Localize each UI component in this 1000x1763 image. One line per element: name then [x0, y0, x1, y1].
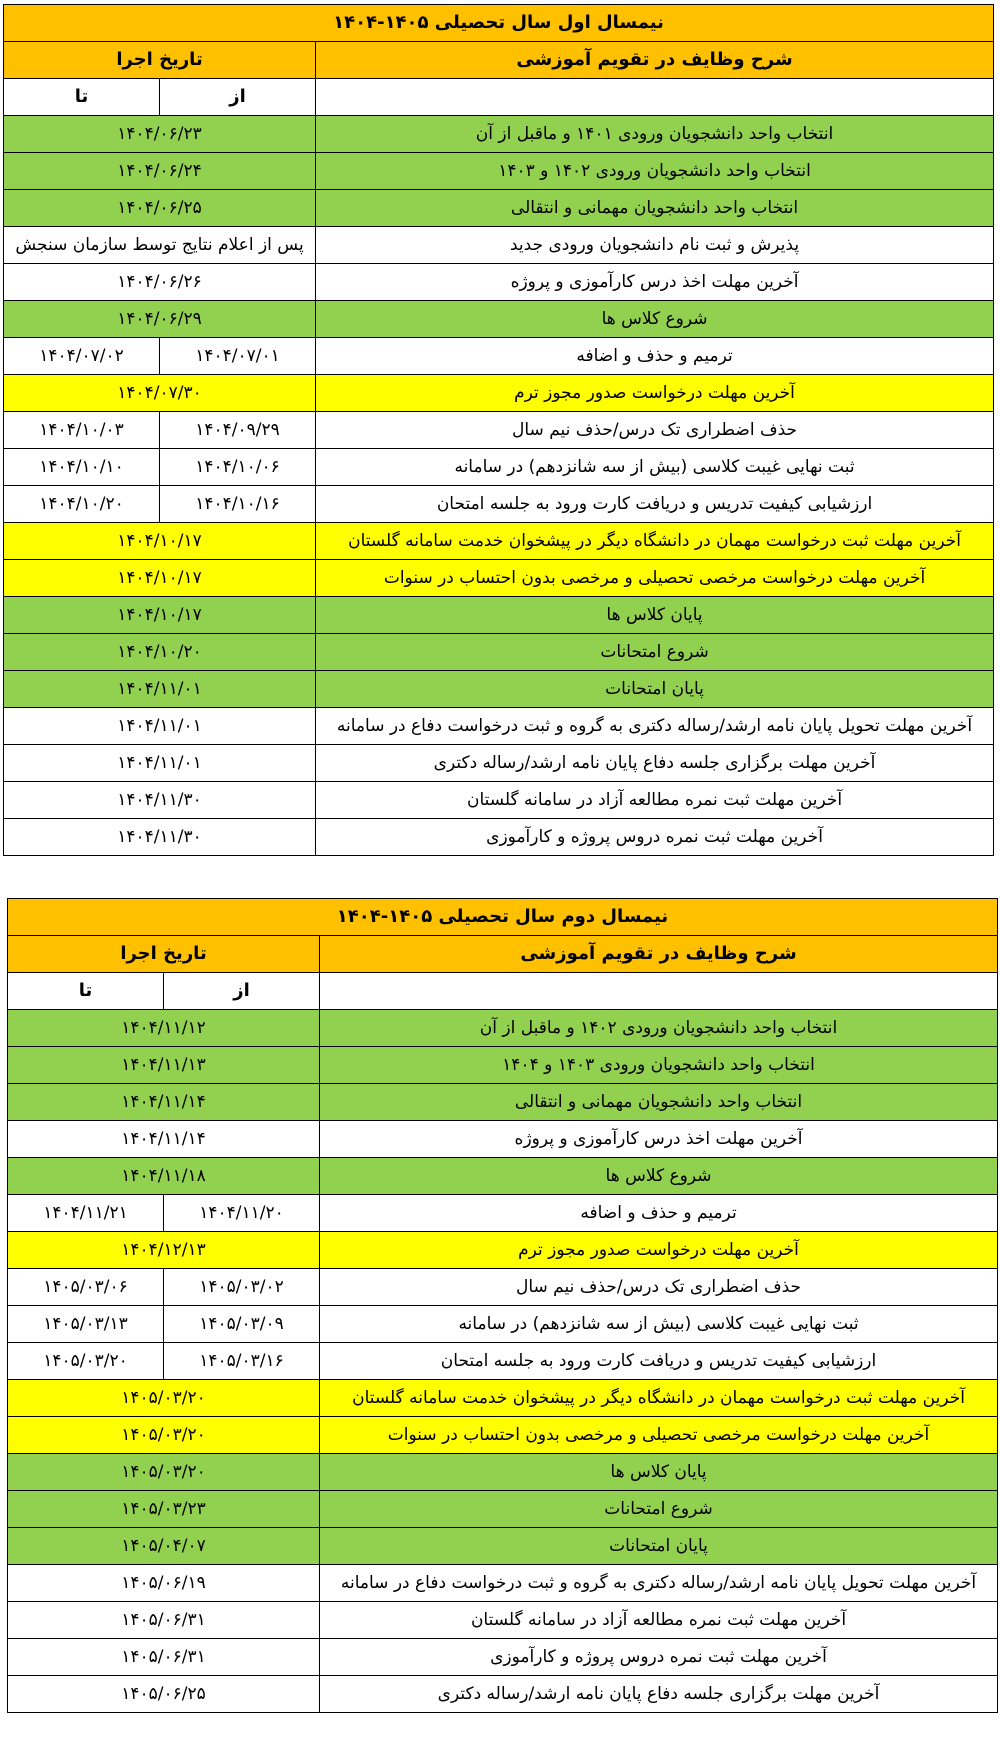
semester1-empty-header: [316, 79, 994, 116]
table-row: [8, 1158, 998, 1195]
task-description: ارزشیابی کیفیت تدریس و دریافت کارت ورود به جلسه امتحان: [320, 1343, 998, 1380]
table-row: [4, 560, 994, 597]
semester1-from-header: از: [160, 79, 316, 116]
semester2-from-header: از: [164, 973, 320, 1010]
table-row: [4, 671, 994, 708]
execution-date: ۱۴۰۴/۱۱/۱۳: [8, 1047, 320, 1084]
date-from: ۱۴۰۴/۱۰/۰۶: [160, 449, 316, 486]
task-description: انتخاب واحد دانشجویان ورودی ۱۴۰۳ و ۱۴۰۴: [320, 1047, 998, 1084]
table-row: [8, 1121, 998, 1158]
task-description: آخرین مهلت درخواست صدور مجوز ترم: [320, 1232, 998, 1269]
task-description: ثبت نهایی غیبت کلاسی (بیش از سه شانزدهم) در سامانه: [316, 449, 994, 486]
task-description: پایان کلاس ها: [316, 597, 994, 634]
table-row: [8, 1047, 998, 1084]
table-row: [8, 1010, 998, 1047]
table-row: [4, 708, 994, 745]
execution-date: ۱۴۰۵/۰۳/۲۰: [8, 1380, 320, 1417]
task-description: آخرین مهلت تحویل پایان نامه ارشد/رساله دکتری به گروه و ثبت درخواست دفاع در سامانه: [316, 708, 994, 745]
table-row: [4, 264, 994, 301]
table-row: [8, 1417, 998, 1454]
table-row: [4, 301, 994, 338]
task-description: حذف اضطراری تک درس/حذف نیم سال: [316, 412, 994, 449]
execution-date: ۱۴۰۵/۰۶/۲۵: [8, 1676, 320, 1713]
date-to: ۱۴۰۵/۰۳/۱۳: [8, 1306, 164, 1343]
execution-date: ۱۴۰۵/۰۳/۲۰: [8, 1454, 320, 1491]
execution-date: ۱۴۰۴/۰۶/۲۶: [4, 264, 316, 301]
execution-date: ۱۴۰۴/۱۱/۱۴: [8, 1084, 320, 1121]
execution-date: پس از اعلام نتایج توسط سازمان سنجش: [4, 227, 316, 264]
date-from: ۱۴۰۴/۱۰/۱۶: [160, 486, 316, 523]
execution-date: ۱۴۰۴/۱۱/۰۱: [4, 708, 316, 745]
execution-date: ۱۴۰۴/۰۷/۳۰: [4, 375, 316, 412]
table-row: [4, 819, 994, 856]
task-description: آخرین مهلت اخذ درس کارآموزی و پروژه: [316, 264, 994, 301]
execution-date: ۱۴۰۴/۰۶/۲۵: [4, 190, 316, 227]
table-row: [8, 1491, 998, 1528]
task-description: انتخاب واحد دانشجویان ورودی ۱۴۰۲ و ۱۴۰۳: [316, 153, 994, 190]
semester2-title: نیمسال دوم سال تحصیلی ۱۴۰۵-۱۴۰۴: [8, 899, 998, 936]
table-row: [4, 116, 994, 153]
task-description: آخرین مهلت ثبت درخواست مهمان در دانشگاه دیگر در پیشخوان خدمت سامانه گلستان: [320, 1380, 998, 1417]
execution-date: ۱۴۰۴/۱۱/۱۸: [8, 1158, 320, 1195]
execution-date: ۱۴۰۴/۱۰/۲۰: [4, 634, 316, 671]
table-row: [8, 1306, 998, 1343]
task-description: آخرین مهلت تحویل پایان نامه ارشد/رساله دکتری به گروه و ثبت درخواست دفاع در سامانه: [320, 1565, 998, 1602]
date-to: ۱۴۰۴/۱۰/۱۰: [4, 449, 160, 486]
execution-date: ۱۴۰۴/۱۲/۱۳: [8, 1232, 320, 1269]
table-row: [4, 597, 994, 634]
task-description: آخرین مهلت درخواست صدور مجوز ترم: [316, 375, 994, 412]
table-row: [4, 412, 994, 449]
table-row: [8, 1639, 998, 1676]
task-description: آخرین مهلت درخواست مرخصی تحصیلی و مرخصی بدون احتساب در سنوات: [320, 1417, 998, 1454]
task-description: ترمیم و حذف و اضافه: [320, 1195, 998, 1232]
table-row: [8, 1195, 998, 1232]
table-row: [8, 1602, 998, 1639]
execution-date: ۱۴۰۴/۰۶/۲۹: [4, 301, 316, 338]
task-description: انتخاب واحد دانشجویان ورودی ۱۴۰۲ و ماقبل از آن: [320, 1010, 998, 1047]
task-description: آخرین مهلت ثبت نمره دروس پروژه و کارآموزی: [316, 819, 994, 856]
execution-date: ۱۴۰۴/۱۱/۳۰: [4, 782, 316, 819]
execution-date: ۱۴۰۴/۰۶/۲۳: [4, 116, 316, 153]
task-description: پایان امتحانات: [320, 1528, 998, 1565]
task-description: شروع کلاس ها: [316, 301, 994, 338]
task-description: انتخاب واحد دانشجویان مهمانی و انتقالی: [316, 190, 994, 227]
task-description: آخرین مهلت ثبت نمره دروس پروژه و کارآموزی: [320, 1639, 998, 1676]
task-description: شروع کلاس ها: [320, 1158, 998, 1195]
semester2-to-header: تا: [8, 973, 164, 1010]
execution-date: ۱۴۰۴/۱۱/۰۱: [4, 671, 316, 708]
execution-date: ۱۴۰۵/۰۳/۲۳: [8, 1491, 320, 1528]
execution-date: ۱۴۰۴/۱۰/۱۷: [4, 560, 316, 597]
semester1-desc-header: شرح وظایف در تقویم آموزشی: [316, 42, 994, 79]
task-description: شروع امتحانات: [316, 634, 994, 671]
task-description: پایان امتحانات: [316, 671, 994, 708]
table-row: [4, 449, 994, 486]
semester1-to-header: تا: [4, 79, 160, 116]
semester2-desc-header: شرح وظایف در تقویم آموزشی: [320, 936, 998, 973]
table-row: [4, 486, 994, 523]
table-row: [8, 1528, 998, 1565]
table-row: [8, 1269, 998, 1306]
semester2-rows: [8, 1010, 998, 1713]
execution-date: ۱۴۰۵/۰۶/۱۹: [8, 1565, 320, 1602]
execution-date: ۱۴۰۴/۱۱/۰۱: [4, 745, 316, 782]
date-from: ۱۴۰۵/۰۳/۱۶: [164, 1343, 320, 1380]
task-description: آخرین مهلت اخذ درس کارآموزی و پروژه: [320, 1121, 998, 1158]
task-description: آخرین مهلت برگزاری جلسه دفاع پایان نامه ارشد/رساله دکتری: [320, 1676, 998, 1713]
task-description: آخرین مهلت برگزاری جلسه دفاع پایان نامه ارشد/رساله دکتری: [316, 745, 994, 782]
execution-date: ۱۴۰۵/۰۶/۳۱: [8, 1639, 320, 1676]
semester2-empty-header: [320, 973, 998, 1010]
semester1-table: [3, 4, 994, 856]
date-to: ۱۴۰۴/۱۱/۲۱: [8, 1195, 164, 1232]
date-to: ۱۴۰۴/۰۷/۰۲: [4, 338, 160, 375]
task-description: پذیرش و ثبت نام دانشجویان ورودی جدید: [316, 227, 994, 264]
date-from: ۱۴۰۴/۰۹/۲۹: [160, 412, 316, 449]
task-description: آخرین مهلت ثبت نمره مطالعه آزاد در سامانه گلستان: [320, 1602, 998, 1639]
table-row: [4, 338, 994, 375]
semester1-date-header: تاریخ اجرا: [4, 42, 316, 79]
table-row: [4, 227, 994, 264]
task-description: ترمیم و حذف و اضافه: [316, 338, 994, 375]
task-description: آخرین مهلت ثبت درخواست مهمان در دانشگاه دیگر در پیشخوان خدمت سامانه گلستان: [316, 523, 994, 560]
date-to: ۱۴۰۴/۱۰/۰۳: [4, 412, 160, 449]
task-description: انتخاب واحد دانشجویان مهمانی و انتقالی: [320, 1084, 998, 1121]
table-row: [8, 1084, 998, 1121]
semester2-date-header: تاریخ اجرا: [8, 936, 320, 973]
date-from: ۱۴۰۵/۰۳/۰۹: [164, 1306, 320, 1343]
table-row: [4, 523, 994, 560]
semester1-rows: [4, 116, 994, 856]
task-description: ارزشیابی کیفیت تدریس و دریافت کارت ورود به جلسه امتحان: [316, 486, 994, 523]
semester2-table: [7, 898, 998, 1713]
table-row: [4, 782, 994, 819]
date-to: ۱۴۰۵/۰۳/۲۰: [8, 1343, 164, 1380]
execution-date: ۱۴۰۴/۱۰/۱۷: [4, 597, 316, 634]
execution-date: ۱۴۰۴/۱۰/۱۷: [4, 523, 316, 560]
table-row: [8, 1380, 998, 1417]
table-row: [4, 375, 994, 412]
table-row: [4, 153, 994, 190]
execution-date: ۱۴۰۴/۰۶/۲۴: [4, 153, 316, 190]
table-row: [8, 1454, 998, 1491]
task-description: حذف اضطراری تک درس/حذف نیم سال: [320, 1269, 998, 1306]
execution-date: ۱۴۰۵/۰۳/۲۰: [8, 1417, 320, 1454]
execution-date: ۱۴۰۴/۱۱/۳۰: [4, 819, 316, 856]
task-description: شروع امتحانات: [320, 1491, 998, 1528]
table-row: [8, 1676, 998, 1713]
execution-date: ۱۴۰۴/۱۱/۱۴: [8, 1121, 320, 1158]
table-row: [4, 745, 994, 782]
task-description: انتخاب واحد دانشجویان ورودی ۱۴۰۱ و ماقبل از آن: [316, 116, 994, 153]
date-from: ۱۴۰۴/۱۱/۲۰: [164, 1195, 320, 1232]
date-to: ۱۴۰۵/۰۳/۰۶: [8, 1269, 164, 1306]
date-from: ۱۴۰۴/۰۷/۰۱: [160, 338, 316, 375]
execution-date: ۱۴۰۵/۰۴/۰۷: [8, 1528, 320, 1565]
task-description: ثبت نهایی غیبت کلاسی (بیش از سه شانزدهم) در سامانه: [320, 1306, 998, 1343]
table-row: [8, 1343, 998, 1380]
table-row: [4, 634, 994, 671]
table-row: [8, 1232, 998, 1269]
date-from: ۱۴۰۵/۰۳/۰۲: [164, 1269, 320, 1306]
semester1-title: نیمسال اول سال تحصیلی ۱۴۰۵-۱۴۰۴: [4, 5, 994, 42]
table-row: [8, 1565, 998, 1602]
execution-date: ۱۴۰۵/۰۶/۳۱: [8, 1602, 320, 1639]
execution-date: ۱۴۰۴/۱۱/۱۲: [8, 1010, 320, 1047]
task-description: آخرین مهلت ثبت نمره مطالعه آزاد در سامانه گلستان: [316, 782, 994, 819]
table-row: [4, 190, 994, 227]
task-description: پایان کلاس ها: [320, 1454, 998, 1491]
task-description: آخرین مهلت درخواست مرخصی تحصیلی و مرخصی بدون احتساب در سنوات: [316, 560, 994, 597]
date-to: ۱۴۰۴/۱۰/۲۰: [4, 486, 160, 523]
